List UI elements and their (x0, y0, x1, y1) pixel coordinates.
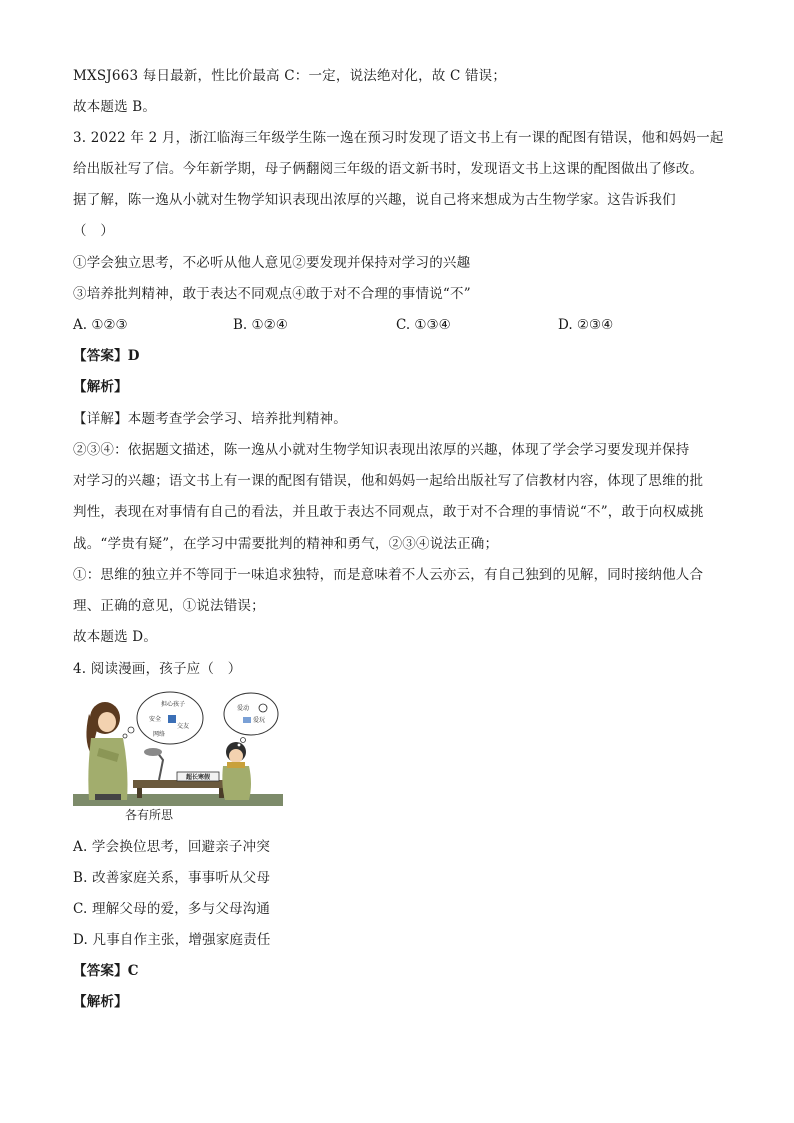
bubble-text: 爱玩 (252, 717, 266, 724)
text-line: 给出版社写了信。今年新学期，母子俩翻阅三年级的语文新书时，发现语文书上这课的配图做出了修改。 (73, 161, 704, 177)
bubble-text: 网络 (152, 731, 166, 738)
statement-line: ①学会独立思考，不必听从他人意见②要发现并保持对学习的兴趣 (73, 255, 471, 271)
text-line: 故本题选 D。 (73, 629, 158, 645)
text-line: 据了解，陈一逸从小就对生物学知识表现出浓厚的兴趣，说自己将来想成为古生物学家。这告诉我们 (73, 192, 676, 208)
answer-label: 【答案】D (73, 348, 140, 364)
analysis-label: 【解析】 (73, 994, 128, 1010)
text-line: 故本题选 B。 (73, 99, 157, 115)
option-b: B. ①②④ (233, 317, 288, 333)
option-a: A. 学会换位思考，回避亲子冲突 (73, 839, 271, 855)
comic-illustration (73, 690, 283, 808)
option-d: D. ②③④ (558, 317, 614, 333)
option-b: B. 改善家庭关系，事事听从父母 (73, 870, 271, 886)
bubble-text: 安全 (148, 716, 162, 723)
bubble-text: 担心孩子 (160, 701, 186, 708)
detail-line: 对学习的兴趣；语文书上有一课的配图有错误，他和妈妈一起给出版社写了信教材内容，体现了思维的批 (73, 473, 704, 489)
question-3-stem: 3. 2022 年 2 月，浙江临海三年级学生陈一逸在预习时发现了语文书上有一课的配图有错误，他和妈妈一起 (73, 130, 724, 146)
option-a: A. ①②③ (73, 317, 128, 333)
bubble-text: 爱动 (236, 705, 250, 712)
detail-line: 理、正确的意见，①说法错误； (73, 598, 265, 614)
option-c: C. 理解父母的爱，多与父母沟通 (73, 901, 271, 917)
detail-line: ①：思维的独立并不等同于一味追求独特，而是意味着不人云亦云，有自己独到的见解，同时接纳他人合 (73, 567, 704, 583)
bubble-text: 交友 (176, 723, 190, 730)
option-c: C. ①③④ (396, 317, 451, 333)
detail-line: 战。“学贵有疑”，在学习中需要批判的精神和勇气，②③④说法正确； (73, 536, 499, 552)
option-d: D. 凡事自作主张，增强家庭责任 (73, 932, 271, 948)
detail-line: 判性，表现在对事情有自己的看法，并且敢于表达不同观点，敢于对不合理的事情说“不”，敢于向权威挑 (73, 504, 704, 520)
analysis-label: 【解析】 (73, 379, 128, 395)
answer-label: 【答案】C (73, 963, 139, 979)
answer-blank: （ ） (73, 223, 115, 239)
detail-line: 【详解】本题考查学会学习、培养批判精神。 (73, 411, 347, 427)
question-4-stem: 4. 阅读漫画，孩子应（ ） (73, 661, 242, 677)
text-line: MXSJ663 每日最新，性比价最高 C：一定，说法绝对化，故 C 错误； (73, 68, 507, 84)
statement-line: ③培养批判精神，敢于表达不同观点④敢于对不合理的事情说“不” (73, 286, 471, 302)
banner-text: 超长寒假 (185, 774, 211, 781)
detail-line: ②③④：依据题文描述，陈一逸从小就对生物学知识表现出浓厚的兴趣，体现了学会学习要发现并保持 (73, 442, 690, 458)
comic-caption: 各有所思 (125, 808, 174, 822)
